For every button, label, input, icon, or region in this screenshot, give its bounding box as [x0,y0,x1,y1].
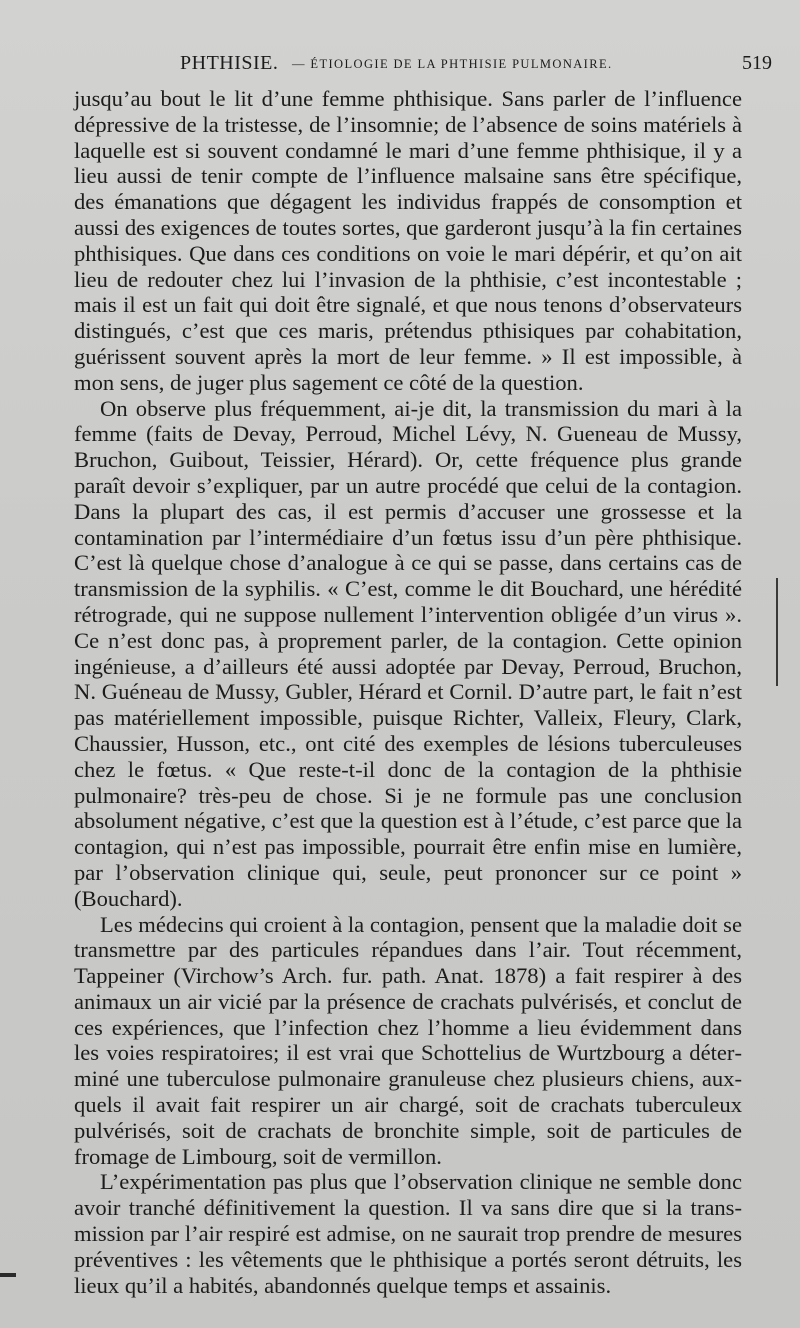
body-text [74,86,742,1298]
paragraph-continuation: jusqu’au bout le lit d’une femme phthisique. Sans parler de l’influence dépressive de la tristesse, de l’insomnie; de l’absence de soins matériels à laquelle est si souvent condamné le mari d’une femme phthisique, il y a lieu aussi de tenir compte de l’influence malsaine sans être spécifique, des émanations que dégagent les individus frappés de consomption et aussi des exigences de toutes sortes, que garderont jusqu’à la fin certaines phthisiques. Que dans ces conditions on voie le mari dépérir, et qu’on ait lieu de redouter chez lui l’invasion de la phthisie, c’est incontestable ; mais il est un fait qui doit être signalé, et que nous tenons d’observateurs distingués, c’est que ces maris, prétendus pthisiques par cohabitation, guérissent souvent après la mort de leur femme. » Il est impossible, à mon sens, de juger plus sagement ce côté de la question. [74,86,742,395]
running-head-title: PHTHISIE. [180,52,279,74]
paragraph-experimentation: L’expérimentation pas plus que l’observation clinique ne semble donc avoir tranché définitivement la question. Il va sans dire que si la transmission par l’air respiré est admise, on ne saurait trop prendre de mesures préventives : les vêtements que le phthisique a portés seront détruits, les lieux qu’il a habités, abandonnés quelque temps et assainis. [74,1169,742,1298]
page-number: 519 [742,52,772,74]
edge-mark [0,1273,16,1277]
running-head [180,52,772,82]
running-head-subtitle: — ÉTIOLOGIE DE LA PHTHISIE PULMONAIRE. [292,57,613,71]
paragraph-transmission: On observe plus fréquemment, ai-je dit, la transmission du mari à la femme (faits de Devay, Perroud, Michel Lévy, N. Gueneau de Mussy, Bruchon, Guibout, Teissier, Hérard). Or, cette fréquence plus grande paraît devoir s’expliquer, par un autre procédé que celui de la contagion. Dans la plupart des cas, il est permis d’accuser une grossesse et la contamination par l’intermédiaire d’un fœtus issu d’un père phthisique. C’est là quelque chose d’analogue à ce qui se passe, dans certains cas de transmission de la syphilis. « C’est, comme le dit Bouchard, une hérédité rétrograde, qui ne suppose nullement l’intervention obligée d’un virus ». Ce n’est donc pas, à proprement parler, de la contagion. Cette opinion ingénieuse, a d’ailleurs été aussi adoptée par Devay, Perroud, Bruchon, N. Guéneau de Mussy, Gubler, Hérard et Cornil. D’autre part, le fait n’est pas matériellement impossible, puisque Richter, Valleix, Fleury, Clark, Chaussier, Husson, etc., ont cité des exemples de lésions tuberculeuses chez le fœtus. « Que reste-t-il donc de la contagion de la phthisie pulmonaire? très-peu de chose. Si je ne formule pas une conclusion absolument négative, c’est que la question est à l’étude, c’est parce que la contagion, qui n’est pas impossible, pourrait être enfin mise en lumière, par l’observation clinique qui, seule, peut prononcer sur ce point » (Bouchard). [74,395,742,911]
paragraph-particles: Les médecins qui croient à la contagion, pensent que la maladie doit se transmettre par des particules répandues dans l’air. Tout récemment, Tappeiner (Virchow’s Arch. fur. path. Anat. 1878) a fait respirer à des animaux un air vicié par la présence de crachats pulvérisés, et conclut de ces expériences, que l’infection chez l’homme a lieu évidemment dans les voies respiratoires; il est vrai que Schottelius de Wurtzbourg a déterminé une tuberculose pulmonaire granuleuse chez plusieurs chiens, auxquels il avait fait respirer un air chargé, soit de crachats tuberculeux pulvérisés, soit de crachats de bronchite simple, soit de particules de fromage de Limbourg, soit de vermillon. [74,911,742,1169]
margin-pencil-mark [776,578,778,686]
